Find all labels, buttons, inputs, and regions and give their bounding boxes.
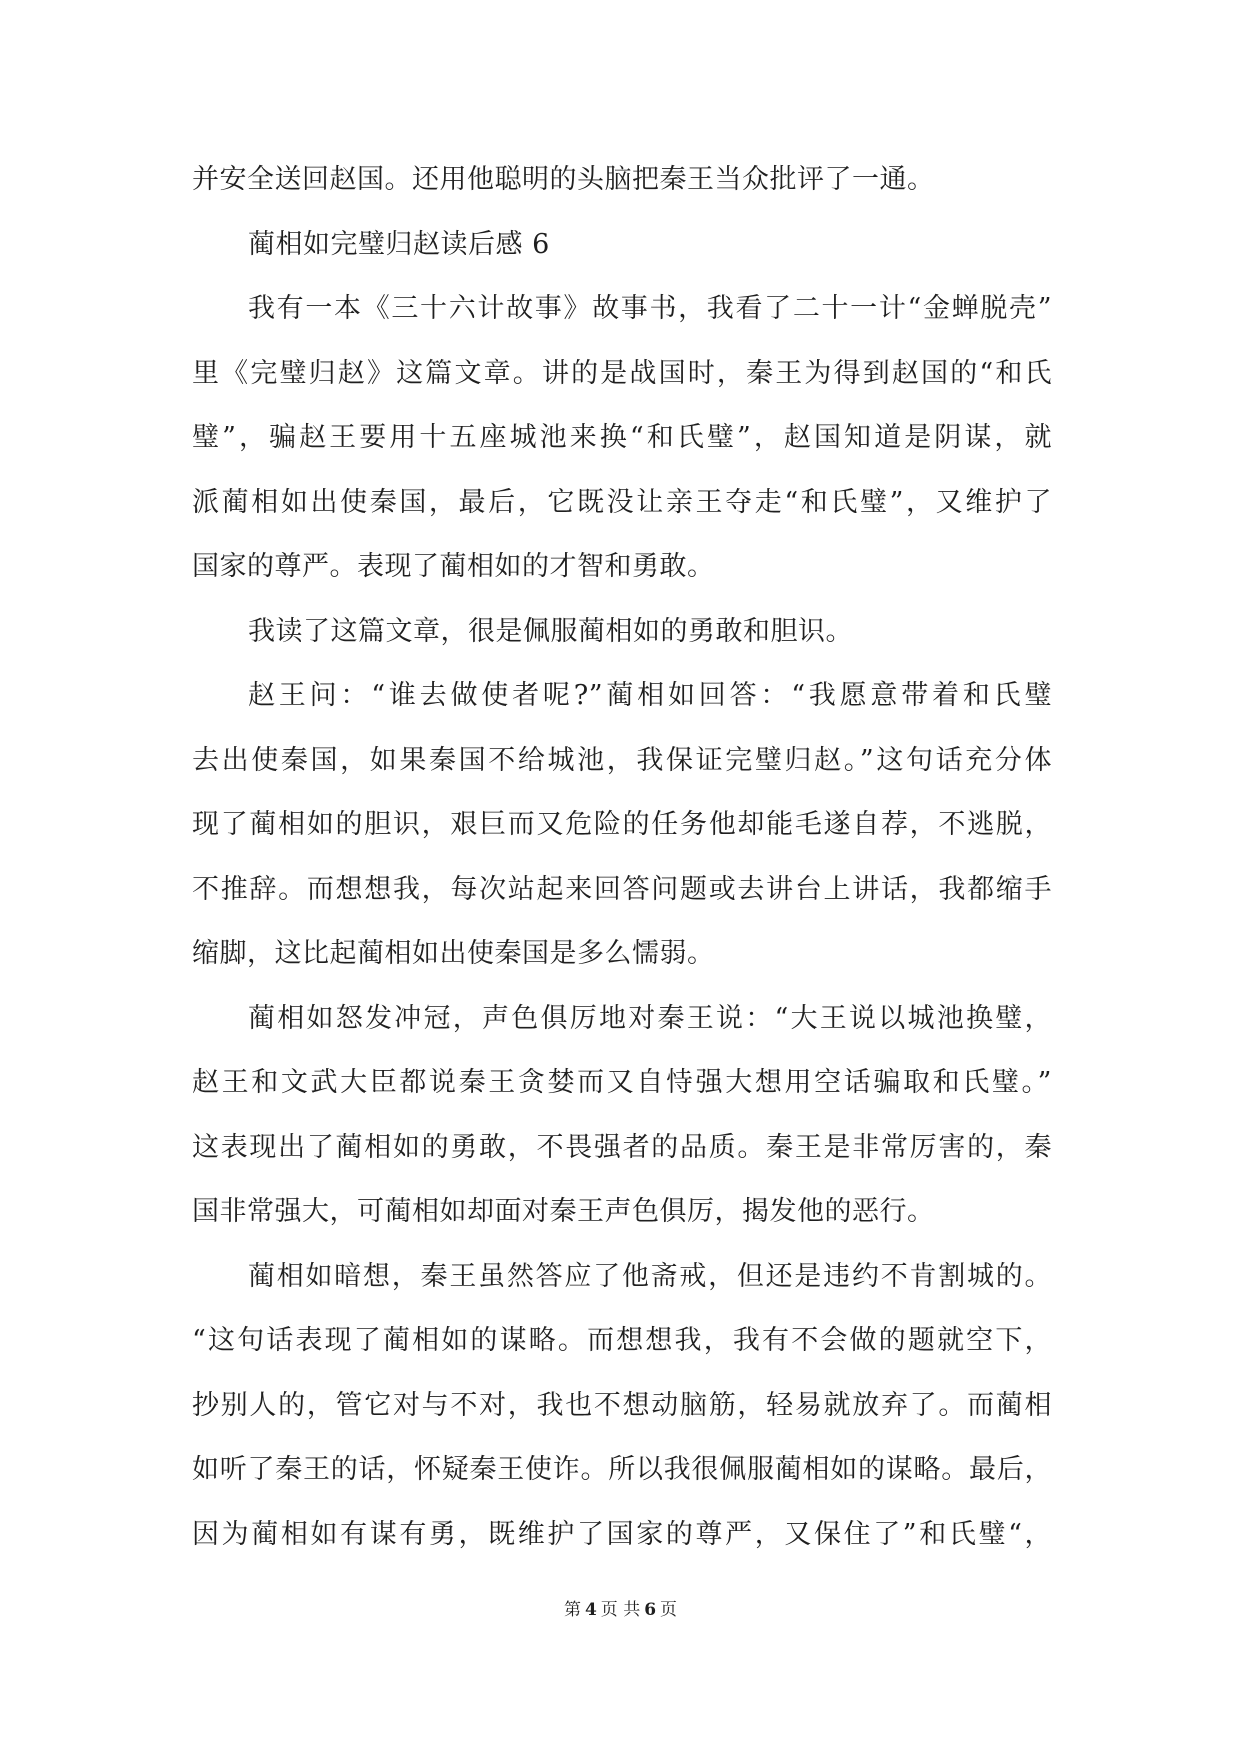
footer-suffix: 页 [660, 1600, 678, 1620]
text-line: “这句话表现了蔺相如的谋略。而想想我，我有不会做的题就空下， [192, 1325, 1052, 1356]
text-line: 现了蔺相如的胆识，艰巨而又危险的任务他却能毛遂自荐，不逃脱， [192, 809, 1052, 840]
body-text [192, 160, 1052, 1579]
text-line: 里《完璧归赵》这篇文章。讲的是战国时，秦王为得到赵国的“和氏 [192, 357, 1052, 389]
text-line: 缩脚，这比起蔺相如出使秦国是多么懦弱。 [192, 938, 715, 969]
text-line: 因为蔺相如有谋有勇，既维护了国家的尊严，又保住了”和氏璧“， [192, 1518, 1052, 1550]
text-line: 蔺相如暗想，秦王虽然答应了他斋戒，但还是违约不肯割城的。 [248, 1260, 1052, 1292]
text-line: 我读了这篇文章，很是佩服蔺相如的勇敢和胆识。 [248, 615, 853, 647]
text-line: 赵王问：“谁去做使者呢?”蔺相如回答：“我愿意带着和氏璧 [248, 680, 1052, 711]
text-line: 不推辞。而想想我，每次站起来回答问题或去讲台上讲话，我都缩手 [192, 873, 1052, 905]
text-line: 抄别人的，管它对与不对，我也不想动脑筋，轻易就放弃了。而蔺相 [192, 1389, 1052, 1421]
text-line: 我有一本《三十六计故事》故事书，我看了二十一计“金蝉脱壳” [248, 293, 1052, 324]
text-line: 璧”，骗赵王要用十五座城池来换“和氏璧”，赵国知道是阴谋，就 [192, 422, 1052, 453]
text-line: 国非常强大，可蔺相如却面对秦王声色俱厉，揭发他的恶行。 [192, 1196, 935, 1227]
text-line: 蔺相如怒发冲冠，声色俱厉地对秦王说：“大王说以城池换璧， [248, 1002, 1052, 1034]
text-line: 国家的尊严。表现了蔺相如的才智和勇敢。 [192, 551, 715, 582]
text-line: 这表现出了蔺相如的勇敢，不畏强者的品质。秦王是非常厉害的，秦 [192, 1131, 1052, 1163]
page-footer [0, 1598, 1241, 1622]
text-line: 赵王和文武大臣都说秦王贪婪而又自恃强大想用空话骗取和氏璧。” [192, 1067, 1052, 1098]
text-line: 去出使秦国，如果秦国不给城池，我保证完璧归赵。”这句话充分体 [192, 744, 1052, 776]
text-line: 派蔺相如出使秦国，最后，它既没让亲王夺走“和氏璧”，又维护了 [192, 486, 1052, 518]
section-heading: 蔺相如完璧归赵读后感 6 [248, 228, 550, 260]
footer-middle: 页 共 [600, 1600, 641, 1620]
footer-prefix: 第 [563, 1600, 581, 1620]
text-line: 如听了秦王的话，怀疑秦王使诈。所以我很佩服蔺相如的谋略。最后， [192, 1454, 1052, 1485]
total-pages-number: 6 [644, 1600, 657, 1620]
current-page-number: 4 [584, 1600, 597, 1620]
text-line: 并安全送回赵国。还用他聪明的头脑把秦王当众批评了一通。 [192, 164, 935, 195]
